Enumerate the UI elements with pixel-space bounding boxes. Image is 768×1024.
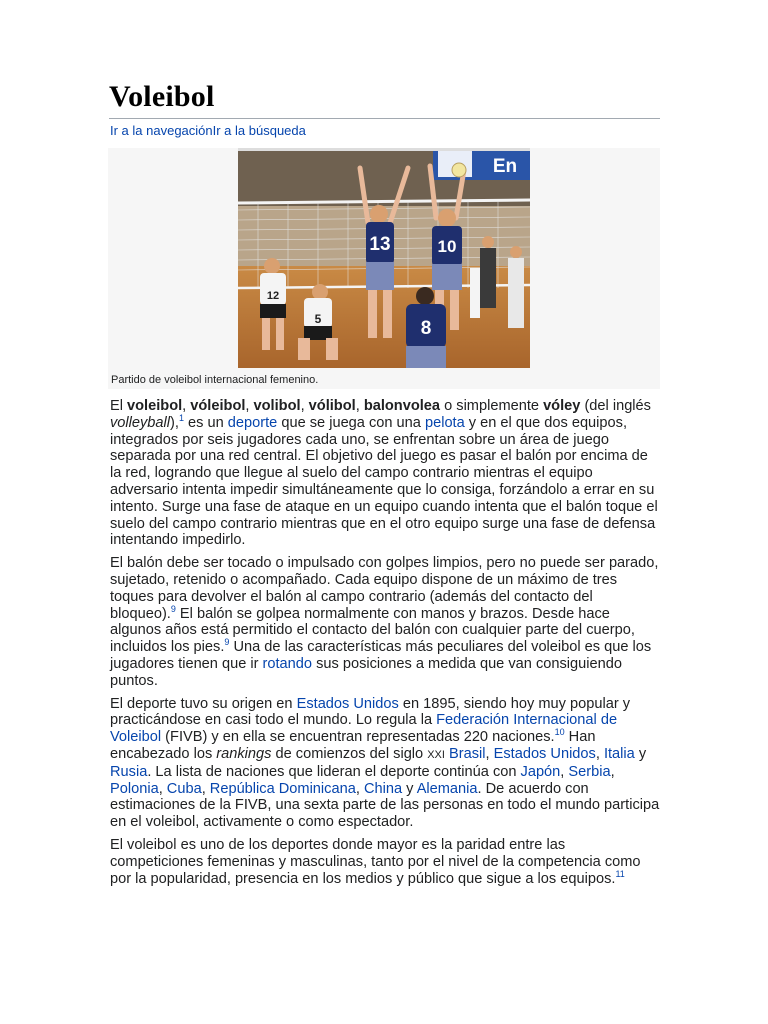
jersey-number-10: 10	[437, 237, 457, 256]
link-china[interactable]: China	[363, 780, 403, 797]
paragraph-parity: El voleibol es uno de los deportes donde mayor es la paridad entre las competiciones femeninas y masculinas, tanto por el nivel de la competencia como por la popularidad, presencia en los medios y público que sigue a los equipos.$^{11}$	[110, 836, 641, 887]
link-estados-unidos-2[interactable]: Estados Unidos	[493, 745, 596, 762]
reference-10[interactable]: 10	[554, 727, 565, 738]
link-republica-dominicana[interactable]: República Dominicana	[209, 780, 356, 797]
article-figure	[108, 148, 660, 389]
article-body	[110, 398, 660, 893]
page-title: Voleibol	[109, 80, 215, 113]
sponsor-banner-text: En	[492, 156, 518, 177]
volleyball-ball	[452, 163, 466, 177]
paragraph-history: El deporte tuvo su origen en Estados Unidos en 1895, siendo hoy muy popular y practicándose en casi todo el mundo. Lo regula la Federación Internacional de Voleibol (FIVB) y en ella se encuentran representadas 220 naciones.$^{10}$ Han encabezado los rankings de comienzos del siglo XXI Brasil, Estados Unidos, Italia y Rusia. La lista de naciones que lideran el deporte continúa con Japón, Serbia, Polonia, Cuba, República Dominicana, China y Alemania. De acuerdo con estimaciones de la FIVB, una sexta parte de las personas en todo el mundo participa en el voleibol, activamente o como espectador.	[110, 695, 660, 831]
link-rusia[interactable]: Rusia	[110, 763, 148, 780]
paragraph-intro: El voleibol, vóleibol, volibol, vólibol, balonvolea o simplemente vóley (del inglés volleyball),$^1$ es un deporte que se juega con una pelota y en el que dos equipos, integrados por seis jugadores cada uno, se enfrentan sobre un área de juego separada por una red central. El objetivo del juego es pasar el balón por encima de la red, logrando que llegue al suelo del campo contrario mientras el equipo adversario intenta impedir simultáneamente que lo consiga, forzándolo a errar en su intento. Surge una fase de ataque en un equipo cuando intenta que el balón toque el suelo del campo contrario mientras que en el otro equipo surge una fase de defensa intentando impedirlo.	[110, 398, 658, 549]
reference-9[interactable]: 9	[170, 603, 176, 614]
jersey-number-13: 13	[369, 234, 391, 255]
link-polonia[interactable]: Polonia	[110, 780, 159, 797]
link-cuba[interactable]: Cuba	[166, 780, 202, 797]
jump-links	[110, 123, 306, 138]
jersey-number-12: 12	[266, 290, 280, 302]
link-rotando[interactable]: rotando	[262, 655, 313, 672]
paragraph-rules: El balón debe ser tocado o impulsado con golpes limpios, pero no puede ser parado, sujetado, retenido o acompañado. Cada equipo dispone de un máximo de tres toques para devolver el balón al campo contrario (además del contacto del bloqueo).$^9$ El balón se golpea normalmente con manos y brazos. Desde hace algunos años está permitido el contacto del balón con cualquier parte del cuerpo, incluidos los pies.$^9$ Una de las características más peculiares del voleibol es que los jugadores tienen que ir rotando sus posiciones a medida que van consiguiendo puntos.	[110, 555, 659, 689]
jump-to-navigation-link[interactable]: Ir a la navegación	[110, 123, 213, 138]
link-serbia[interactable]: Serbia	[568, 763, 611, 780]
reference-11[interactable]: 11	[615, 868, 625, 879]
title-divider	[109, 118, 660, 119]
link-brasil[interactable]: Brasil	[449, 745, 486, 762]
link-fivb[interactable]: Federación Internacional de Voleibol	[110, 712, 618, 746]
link-deporte[interactable]: deporte	[227, 414, 278, 431]
link-pelota[interactable]: pelota	[424, 414, 465, 431]
jump-to-search-link[interactable]: Ir a la búsqueda	[212, 123, 306, 138]
link-italia[interactable]: Italia	[603, 745, 635, 762]
link-alemania[interactable]: Alemania	[416, 780, 478, 797]
jersey-number-8: 8	[420, 318, 432, 339]
reference-9-second[interactable]: 9	[224, 637, 230, 648]
link-estados-unidos[interactable]: Estados Unidos	[296, 695, 399, 712]
jersey-number-5: 5	[314, 312, 322, 326]
figure-caption: Partido de voleibol internacional femenino.	[111, 374, 319, 386]
link-japon[interactable]: Japón	[520, 763, 561, 780]
volleyball-match-photo[interactable]	[238, 148, 530, 368]
reference-1[interactable]: 1	[178, 412, 184, 423]
